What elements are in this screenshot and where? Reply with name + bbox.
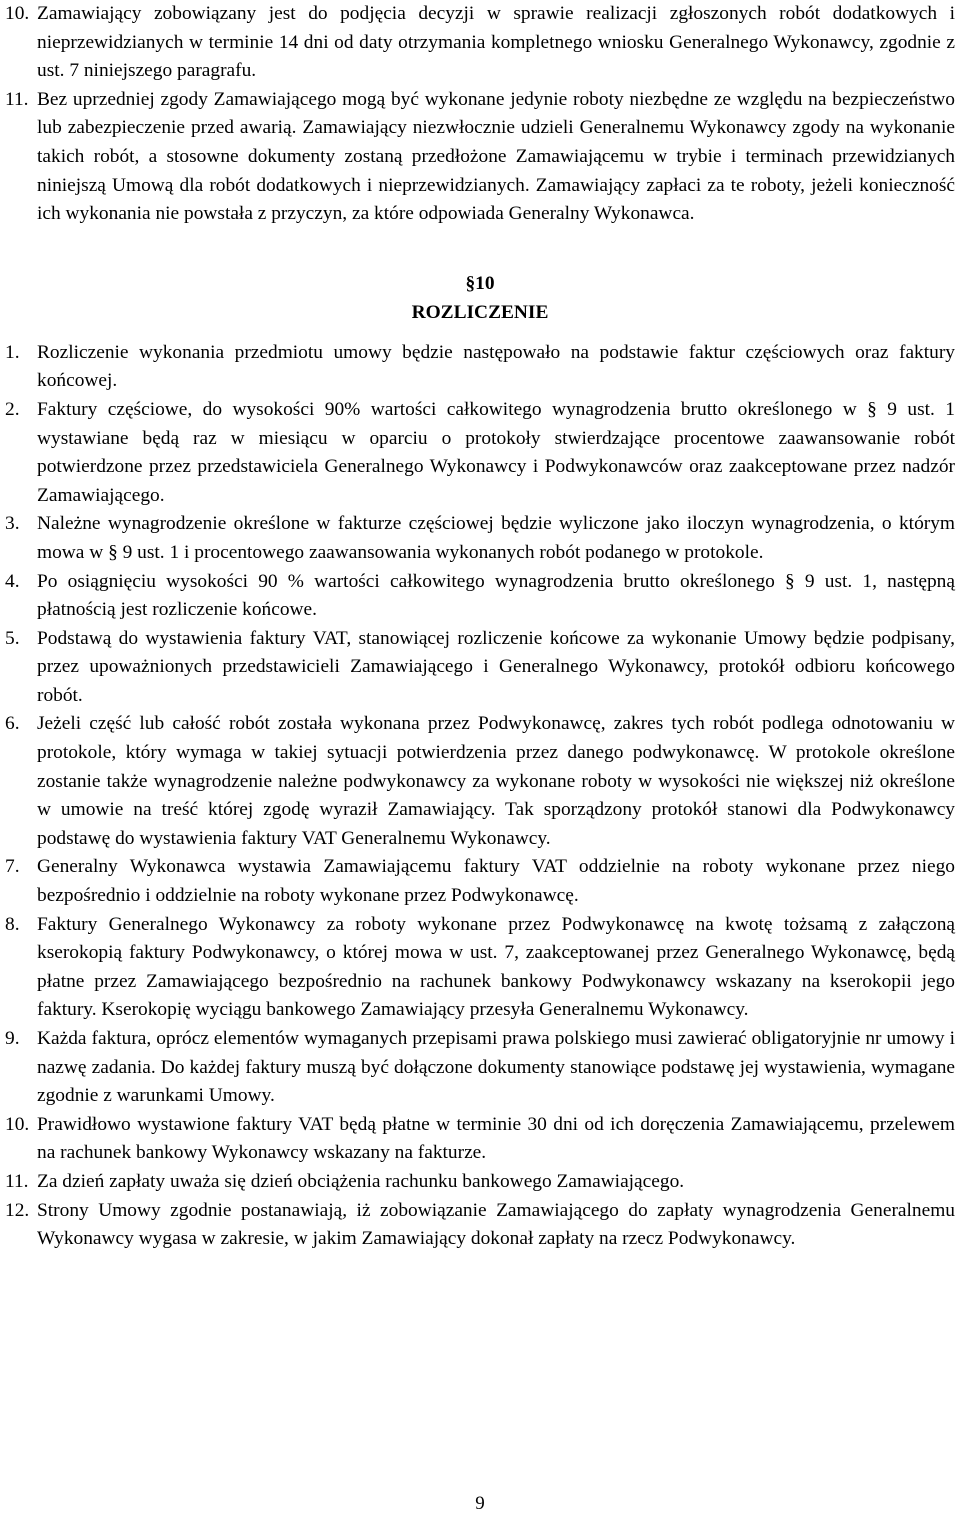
clause-number: 6. — [5, 713, 20, 735]
clause-number: 10. — [5, 1113, 30, 1135]
clause-item — [5, 339, 955, 396]
clause-item — [5, 510, 955, 567]
clause-item — [5, 396, 955, 510]
clause-text: Faktury Generalnego Wykonawcy za roboty wykonane przez Podwykonawcę na kwotę tożsamą z załączoną kserokopią faktury Podwykonawcy, o której mowa w ust. 7, zaakceptowanej przez Generalnego Wykonawcę, będą płatne przez Zamawiającego bezpośrednio na rachunek bankowy Podwykonawcy wskazany na kserokopii jego faktury. Kserokopię wyciągu bankowego Zamawiający przesyła Generalnemu Wykonawcy. — [37, 913, 955, 1021]
clause-number: 1. — [5, 341, 20, 363]
clause-item — [5, 0, 955, 86]
clause-item — [5, 86, 955, 229]
section-clause-list — [5, 339, 955, 1254]
clause-number: 12. — [5, 1199, 30, 1221]
clause-item — [5, 853, 955, 910]
clause-number: 3. — [5, 513, 20, 535]
section-title: ROZLICZENIE — [411, 301, 549, 323]
clause-number: 2. — [5, 398, 20, 420]
clause-text: Strony Umowy zgodnie postanawiają, iż zobowiązanie Zamawiającego do zapłaty wynagrodzenia Generalnemu Wykonawcy wygasa w zakresie, w jakim Zamawiający dokonał zapłaty na rzecz Podwykonawcy. — [37, 1199, 955, 1250]
clause-text: Jeżeli część lub całość robót została wykonana przez Podwykonawcę, zakres tych robót podlega odnotowaniu w protokole, który wymaga w takiej sytuacji potwierdzenia przez danego podwykonawcę. W protokole określone zostanie także wynagrodzenie należne podwykonawcy za wykonane roboty w wysokości nie większej niż określone w umowie na treść której zgodę wyraził Zamawiający. Tak sporządzony protokół stanowi dla Podwykonawcy podstawę do wystawienia faktury VAT Generalnemu Wykonawcy. — [37, 713, 955, 849]
clause-number: 9. — [5, 1028, 20, 1049]
clause-number: 11. — [5, 88, 29, 110]
page-number: 9 — [475, 1493, 485, 1514]
clause-item — [5, 1197, 955, 1254]
clause-text: Podstawą do wystawienia faktury VAT, stanowiącej rozliczenie końcowe za wykonanie Umowy będzie podpisany, przez upoważnionych przedstawicieli Zamawiającego i Generalnego Wykonawcy, protokół odbioru końcowego robót. — [37, 627, 955, 706]
clause-number: 10. — [5, 3, 30, 24]
clause-number: 8. — [5, 913, 20, 935]
clause-item — [5, 1111, 955, 1168]
clause-text: Każda faktura, oprócz elementów wymaganych przepisami prawa polskiego musi zawierać obligatoryjnie nr umowy i nazwę zadania. Do każdej faktury muszą być dołączone dokumenty stanowiące podstawę jej wystawienia, wymagane zgodnie z warunkami Umowy. — [37, 1028, 955, 1107]
clause-item — [5, 1168, 955, 1197]
continued-clause-list — [5, 0, 955, 229]
clause-text: Za dzień zapłaty uważa się dzień obciążenia rachunku bankowego Zamawiającego. — [37, 1170, 685, 1192]
clause-text: Bez uprzedniej zgody Zamawiającego mogą być wykonane jedynie roboty niezbędne ze względu na bezpieczeństwo lub zabezpieczenie przed awarią. Zamawiający niezwłocznie udzieli Generalnemu Wykonawcy zgody na wykonanie takich robót, a stosowne dokumenty zostaną przedłożone Zamawiającemu w trybie i terminach przewidzianych niniejszą Umową dla robót dodatkowych i nieprzewidzianych. Zamawiający zapłaci za te roboty, jeżeli konieczność ich wykonania nie powstała z przyczyn, za które odpowiada Generalny Wykonawca. — [37, 88, 955, 225]
clause-item — [5, 568, 955, 625]
clause-text: Należne wynagrodzenie określone w fakturze częściowej będzie wyliczone jako iloczyn wynagrodzenia, o którym mowa w § 9 ust. 1 i procentowego zaawansowania wykonanych robót podanego w protokole. — [37, 513, 955, 563]
clause-text: Rozliczenie wykonania przedmiotu umowy będzie następowało na podstawie faktur częściowych oraz faktury końcowej. — [37, 341, 955, 392]
clause-text: Faktury częściowe, do wysokości 90% wartości całkowitego wynagrodzenia brutto określonego w § 9 ust. 1 wystawiane będą raz w miesiącu w oparciu o protokoły stwierdzające procentowe zaawansowanie robót potwierdzone przez przedstawiciela Generalnego Wykonawcy i Podwykonawców oraz zaakceptowane przez nadzór Zamawiającego. — [37, 398, 955, 506]
clause-text: Po osiągnięciu wysokości 90 % wartości całkowitego wynagrodzenia brutto określonego § 9 ust. 1, następną płatnością jest rozliczenie końcowe. — [37, 570, 955, 621]
section-heading — [5, 269, 955, 327]
clause-number: 5. — [5, 627, 20, 649]
clause-item — [5, 911, 955, 1025]
clause-text: Prawidłowo wystawione faktury VAT będą płatne w terminie 30 dni od ich doręczenia Zamawiającemu, przelewem na rachunek bankowy Wykonawcy wskazany na fakturze. — [37, 1113, 955, 1164]
clause-item — [5, 710, 955, 853]
clause-number: 7. — [5, 856, 20, 878]
section-number: §10 — [465, 272, 495, 294]
clause-number: 11. — [5, 1170, 29, 1192]
clause-text: Generalny Wykonawca wystawia Zamawiającemu faktury VAT oddzielnie na roboty wykonane przez niego bezpośrednio i oddzielnie na roboty wykonane przez Podwykonawcę. — [37, 856, 955, 907]
clause-text: Zamawiający zobowiązany jest do podjęcia decyzji w sprawie realizacji zgłoszonych robót dodatkowych i nieprzewidzianych w terminie 14 dni od daty otrzymania kompletnego wniosku Generalnego Wykonawcy, zgodnie z ust. 7 niniejszego paragrafu. — [37, 3, 955, 82]
clause-item — [5, 625, 955, 711]
clause-number: 4. — [5, 570, 20, 592]
clause-item — [5, 1025, 955, 1111]
